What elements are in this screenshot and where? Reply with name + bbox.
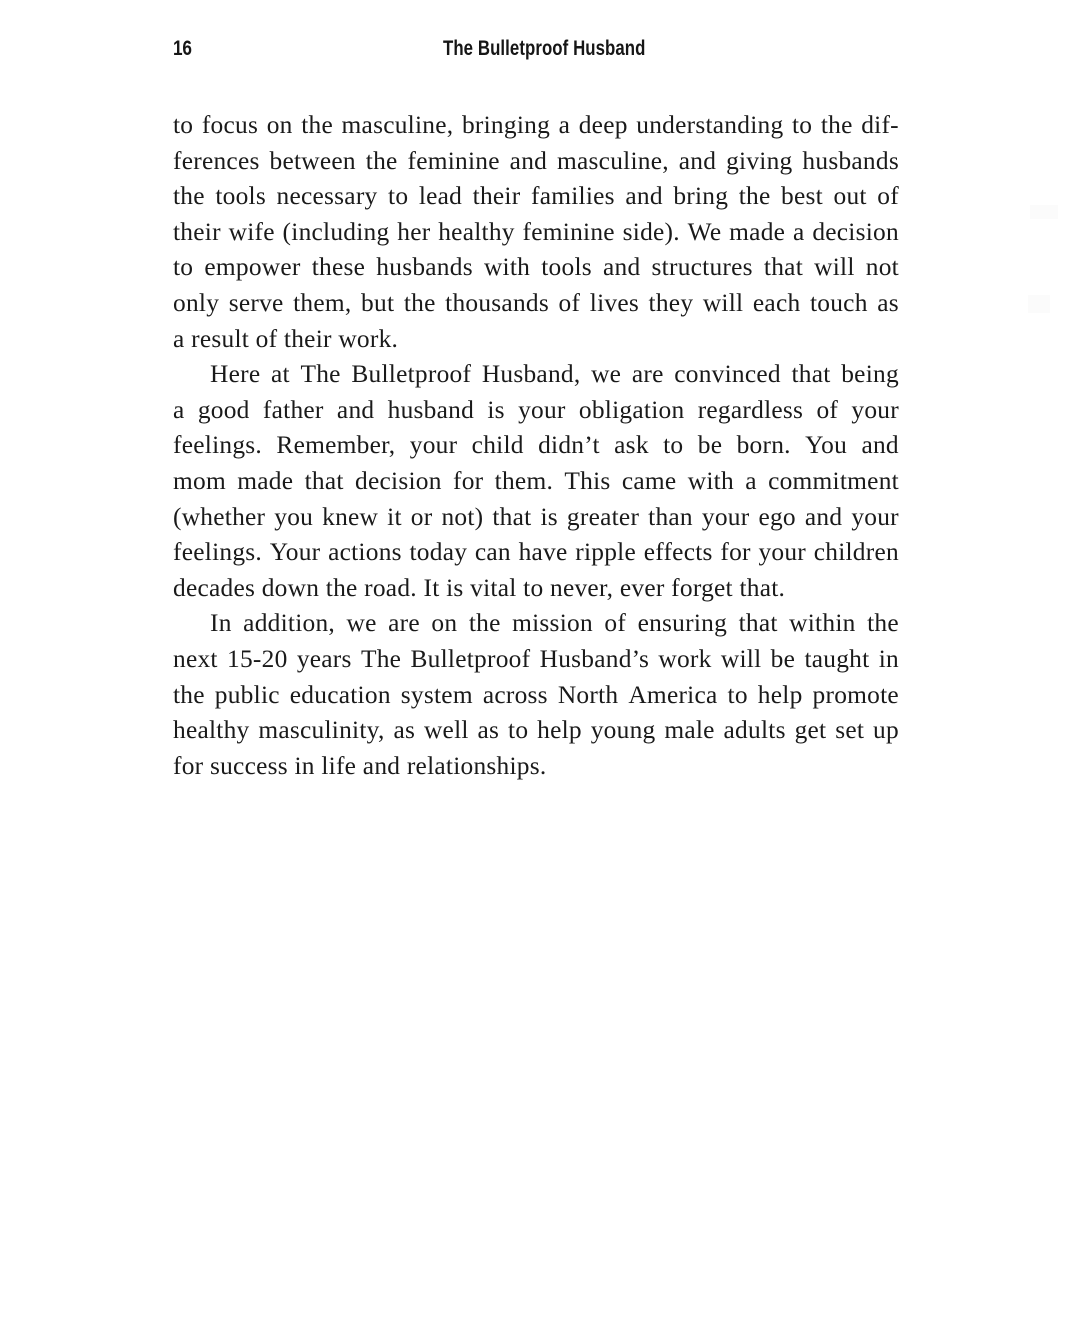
text-line: a result of their work. xyxy=(173,324,399,353)
text-line: a good father and husband is your obligation regardless of your xyxy=(173,395,899,424)
text-line: for success in life and relationships. xyxy=(173,751,547,780)
running-title: The Bulletproof Husband xyxy=(443,37,646,60)
text-line: feelings. Your actions today can have ripple effects for your children xyxy=(173,538,899,567)
text-line: healthy masculinity, as well as to help young male adults get set up xyxy=(173,716,899,745)
text-line: to focus on the masculine, bringing a deep understanding to the dif- xyxy=(173,111,899,139)
text-line: feelings. Remember, your child didn’t ask to be born. You and xyxy=(173,431,899,460)
paragraph xyxy=(173,357,899,606)
text-line: In addition, we are on the mission of ensuring that within the xyxy=(210,609,899,638)
paragraph xyxy=(173,108,899,357)
text-line: their wife (including her healthy feminine side). We made a decision xyxy=(173,217,899,246)
running-head xyxy=(173,36,898,66)
scan-artifact xyxy=(1030,205,1058,219)
text-line: ferences between the feminine and masculine, and giving husbands xyxy=(173,146,899,175)
body-text xyxy=(173,108,899,784)
text-line: (whether you knew it or not) that is greater than your ego and your xyxy=(173,502,899,531)
text-line: mom made that decision for them. This came with a commitment xyxy=(173,466,899,495)
scan-artifact xyxy=(1028,295,1050,313)
text-line: decades down the road. It is vital to never, ever forget that. xyxy=(173,573,786,602)
text-line: the public education system across North America to help promote xyxy=(173,680,899,709)
text-line: next 15-20 years The Bulletproof Husband’s work will be taught in xyxy=(173,644,899,673)
text-line: the tools necessary to lead their families and bring the best out of xyxy=(173,182,899,211)
page-number: 16 xyxy=(173,37,192,60)
paragraph xyxy=(173,606,899,784)
text-line: to empower these husbands with tools and structures that will not xyxy=(173,253,899,282)
text-line: only serve them, but the thousands of lives they will each touch as xyxy=(173,288,899,317)
text-line: Here at The Bulletproof Husband, we are convinced that being xyxy=(210,360,899,389)
